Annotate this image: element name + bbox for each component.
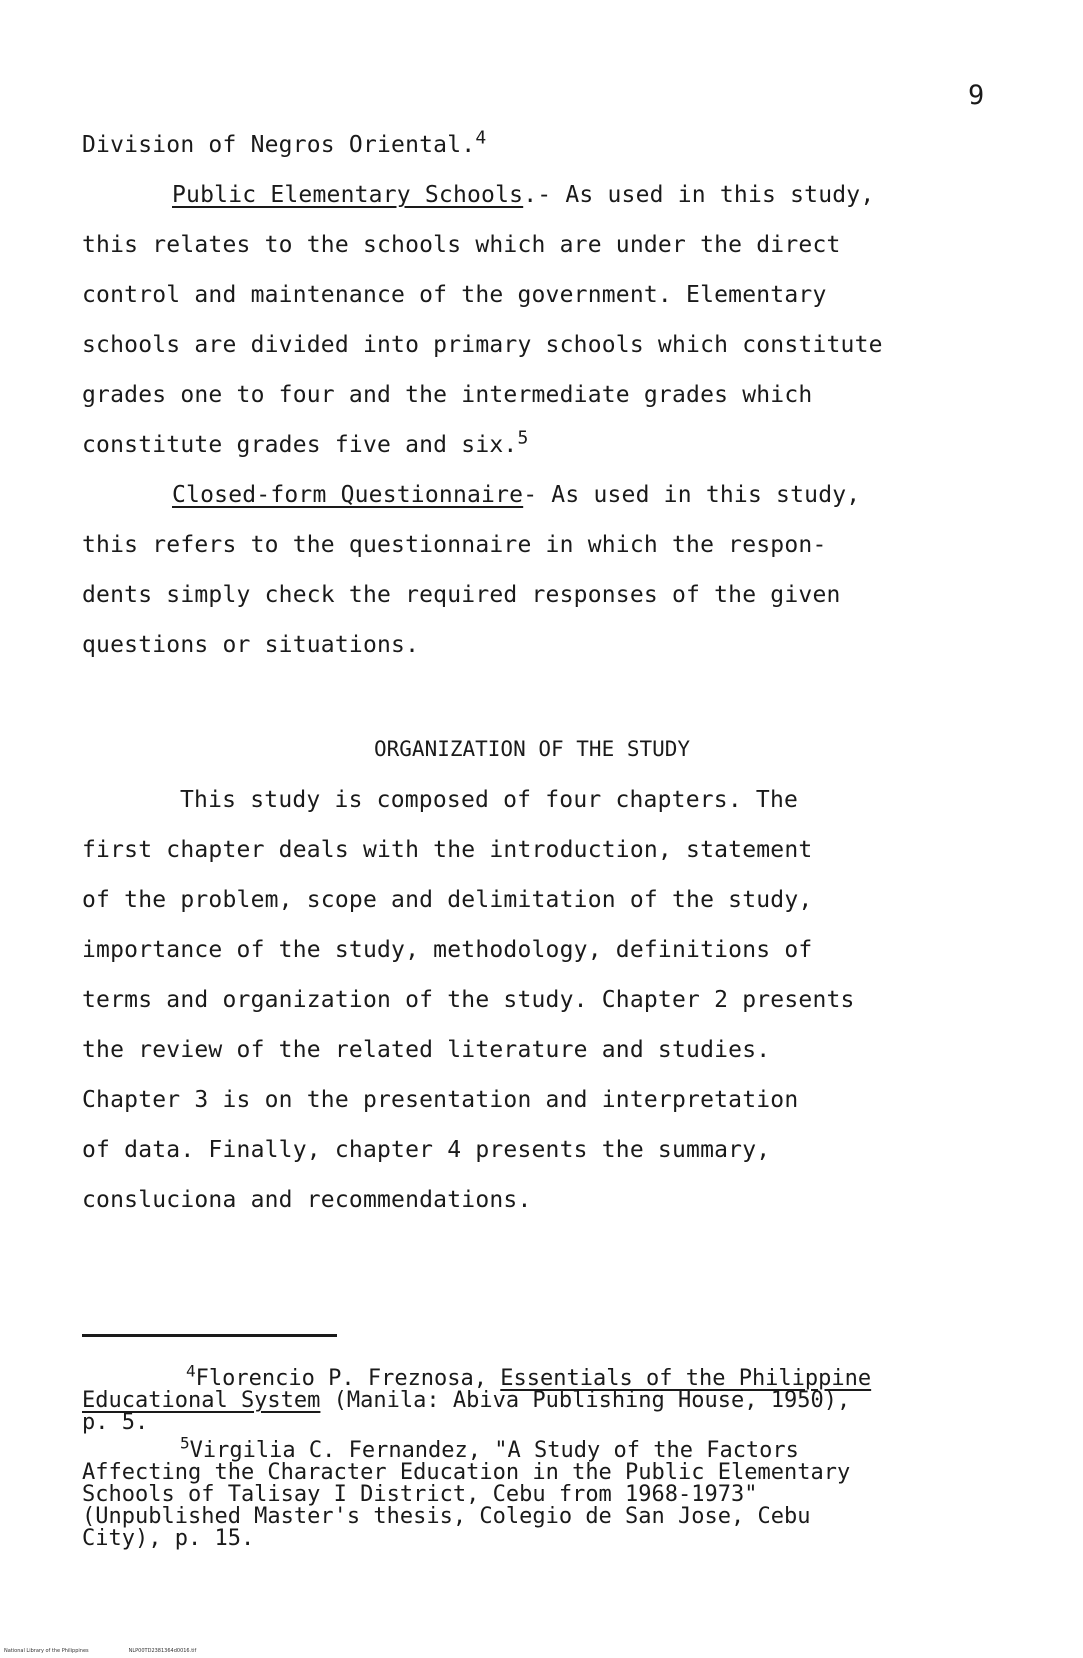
paragraph-line: of data. Finally, chapter 4 presents the summary, [82,1137,771,1163]
footnote-5-line-2: Affecting the Character Education in the Public Elementary [82,1460,851,1485]
footnote-text: Virgilia C. Fernandez, "A Study of the Factors [189,1438,799,1463]
footnote-mark-5: 5 [180,1433,190,1453]
footnote-title: Essentials of the Philippine [500,1366,872,1391]
paragraph-line: As used in this study, [551,182,875,208]
paragraph-line: of the problem, scope and delimitation of the study, [82,887,813,913]
definition-public-elementary-first-line [172,182,874,208]
opening-line-text: Division of Negros Oriental. [82,132,476,158]
footnote-title: Educational System [82,1388,321,1413]
paragraph-line: control and maintenance of the government. Elementary [82,282,827,308]
paragraph-line: first chapter deals with the introduction, statement [82,837,813,863]
footnote-divider [82,1334,337,1337]
footnote-4-line-2 [82,1390,850,1411]
footnote-mark-4: 4 [186,1361,196,1381]
archive-footer [4,1648,236,1654]
term-closed-form-questionnaire: Closed-form Questionnaire [172,482,524,508]
paragraph-line: the review of the related literature and studies. [82,1037,771,1063]
footnote-5-line-5: City), p. 15. [82,1526,255,1551]
footnote-ref-5: 5 [517,427,529,449]
paragraph-line: As used in this study, [537,482,861,508]
paragraph-line: Chapter 3 is on the presentation and interpretation [82,1087,799,1113]
footnote-5-line-3: Schools of Talisay I District, Cebu from 1968-1973" [82,1482,758,1507]
paragraph-line: grades one to four and the intermediate grades which [82,382,813,408]
section-heading: ORGANIZATION OF THE STUDY [374,737,691,761]
footnote-4-line-1 [186,1361,872,1391]
opening-line [82,127,487,158]
paragraph-line: this relates to the schools which are under the direct [82,232,841,258]
footnote-5-line-4: (Unpublished Master's thesis, Colegio de San Jose, Cebu [82,1504,811,1529]
term-separator: - [523,482,538,508]
paragraph-line: importance of the study, methodology, definitions of [82,937,813,963]
archive-footer-source: National Library of the Philippines [4,1648,89,1654]
footnote-publisher: (Manila: Abiva Publishing House, 1950), [320,1388,851,1413]
paragraph-line: terms and organization of the study. Chapter 2 presents [82,987,855,1013]
term-public-elementary-schools: Public Elementary Schools [172,182,524,208]
paragraph-line: schools are divided into primary schools which constitute [82,332,883,358]
paragraph-line: questions or situations. [82,632,420,658]
footnote-4-line-3: p. 5. [82,1410,149,1435]
footnote-author: Florencio P. Freznosa, [195,1366,501,1391]
archive-footer-filename: NLP00TD2381364d0016.tif [128,1648,197,1654]
paragraph-line: dents simply check the required responses of the given [82,582,841,608]
definition-closed-form-first-line [172,482,860,508]
paragraph-line-last [82,427,529,458]
footnote-5-line-1 [180,1433,799,1463]
paragraph-line: This study is composed of four chapters. The [180,787,799,813]
paragraph-line-text: constitute grades five and six. [82,432,518,458]
term-separator: .- [523,182,552,208]
page-number: 9 [968,80,985,111]
paragraph-line: consluciona and recommendations. [82,1187,532,1213]
footnote-ref-4: 4 [475,127,487,149]
paragraph-line: this refers to the questionnaire in which the respon- [82,532,827,558]
